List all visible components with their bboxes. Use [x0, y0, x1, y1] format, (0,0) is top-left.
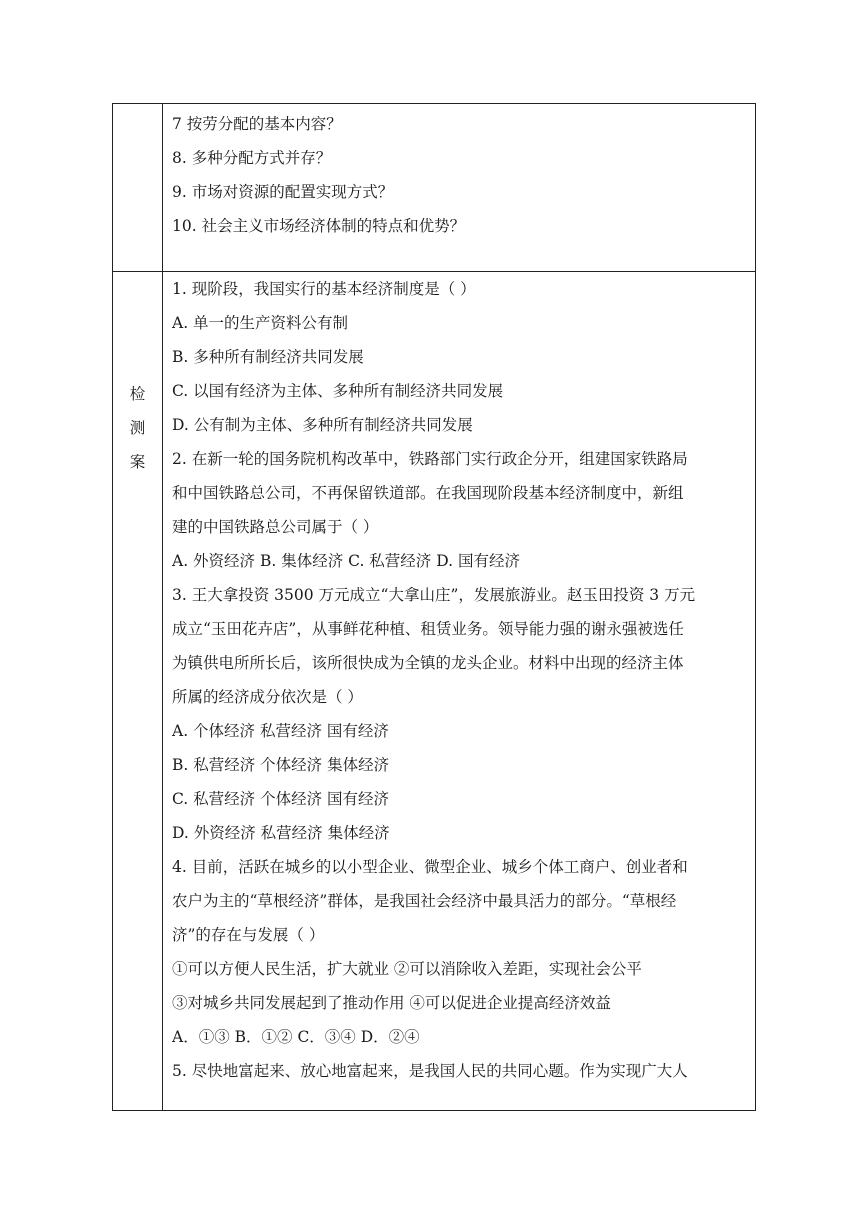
test-question-line: 3. 王大拿投资 3500 万元成立“大拿山庄”，发展旅游业。赵玉田投资 3 万元	[172, 586, 696, 604]
test-question-line: ①可以方便人民生活，扩大就业 ②可以消除收入差距，实现社会公平	[172, 960, 642, 978]
test-question-line: 成立“玉田花卉店”，从事鲜花种植、租赁业务。领导能力强的谢永强被选任	[172, 620, 684, 638]
review-questions-row	[113, 104, 756, 272]
test-question-line: A. 个体经济 私营经济 国有经济	[172, 722, 389, 740]
review-question-line: 7 按劳分配的基本内容？	[172, 115, 342, 133]
test-content-cell	[163, 272, 756, 1111]
test-question-line: A. 外资经济 B. 集体经济 C. 私营经济 D. 国有经济	[172, 552, 520, 570]
test-question-line: 2. 在新一轮的国务院机构改革中，铁路部门实行政企分开，组建国家铁路局	[172, 450, 688, 468]
review-questions-list	[163, 104, 755, 271]
test-question-line: C. 私营经济 个体经济 国有经济	[172, 790, 390, 808]
test-questions-list	[163, 272, 755, 1110]
test-question-line: D. 公有制为主体、多种所有制经济共同发展	[172, 416, 473, 434]
section-label-char: 案	[129, 453, 146, 471]
test-question-line: 济”的存在与发展（ ）	[172, 926, 325, 944]
test-question-line: 建的中国铁路总公司属于（ ）	[172, 518, 379, 536]
test-question-line: 4. 目前，活跃在城乡的以小型企业、微型企业、城乡个体工商户、创业者和	[172, 858, 688, 876]
section-label-char: 检	[129, 385, 146, 403]
test-question-line: ③对城乡共同发展起到了推动作用 ④可以促进企业提高经济效益	[172, 994, 611, 1012]
test-question-line: 为镇供电所所长后，该所很快成为全镇的龙头企业。材料中出现的经济主体	[172, 654, 684, 672]
worksheet-table	[112, 103, 756, 1111]
review-question-line: 8. 多种分配方式并存？	[172, 149, 332, 167]
test-question-line: 1. 现阶段，我国实行的基本经济制度是（ ）	[172, 280, 476, 298]
review-question-line: 9. 市场对资源的配置实现方式？	[172, 183, 394, 201]
test-question-line: 农户为主的“草根经济”群体，是我国社会经济中最具活力的部分。“草根经	[172, 892, 677, 910]
test-section-row	[113, 272, 756, 1111]
section-label	[113, 377, 162, 479]
test-question-line: D. 外资经济 私营经济 集体经济	[172, 824, 390, 842]
test-question-line: 和中国铁路总公司，不再保留铁道部。在我国现阶段基本经济制度中，新组	[172, 484, 684, 502]
test-question-line: A．①③ B．①② C．③④ D．②④	[172, 1028, 420, 1046]
test-question-line: 5. 尽快地富起来、放心地富起来，是我国人民的共同心题。作为实现广大人	[172, 1062, 688, 1080]
test-question-line: B. 多种所有制经济共同发展	[172, 348, 364, 366]
test-question-line: B. 私营经济 个体经济 集体经济	[172, 756, 390, 774]
review-questions-cell	[163, 104, 756, 272]
test-question-line: 所属的经济成分依次是（ ）	[172, 688, 363, 706]
test-question-line: C. 以国有经济为主体、多种所有制经济共同发展	[172, 382, 504, 400]
section-label-cell	[113, 272, 163, 1111]
test-question-line: A. 单一的生产资料公有制	[172, 314, 349, 332]
review-question-line: 10. 社会主义市场经济体制的特点和优势？	[172, 217, 466, 235]
review-label-cell	[113, 104, 163, 272]
section-label-char: 测	[129, 419, 146, 437]
